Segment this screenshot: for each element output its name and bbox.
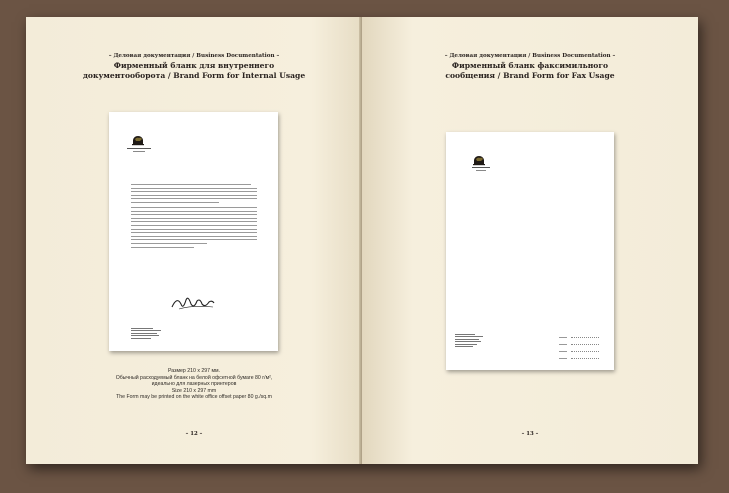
fax-field-row: [559, 353, 599, 360]
right-kicker: – Деловая документация / Business Documentation –: [444, 53, 616, 59]
fax-field-row: [559, 339, 599, 346]
brand-logo-icon: [472, 154, 486, 166]
signature-icon: [169, 292, 217, 314]
fax-field-row: [559, 346, 599, 353]
left-page-number: – 12 –: [185, 431, 203, 437]
fax-fields: [559, 332, 599, 360]
right-title-line-1: Фирменный бланк факсимильного: [451, 61, 609, 70]
letterhead-sample: [109, 112, 278, 351]
right-page-title: [362, 61, 698, 81]
fax-field-row: [559, 332, 599, 339]
caption-line-1: Размер 210 х 297 мм.: [167, 368, 221, 374]
left-title-line-2: документооборота / Brand Form for Internal Usage: [82, 71, 306, 80]
fax-address-block: [455, 332, 483, 349]
book-spread: [26, 17, 698, 464]
left-caption: [26, 368, 362, 401]
right-page-number: – 13 –: [521, 431, 539, 437]
caption-line-5: The Form may be printed on the white office offset paper 80 g./sq.m: [116, 394, 272, 401]
letter-address-block: [131, 326, 161, 340]
left-title-line-1: Фирменный бланк для внутреннего: [113, 61, 275, 70]
right-page: [362, 17, 698, 464]
logo-wordmark-icon: [472, 167, 490, 168]
logo-subline-icon: [133, 151, 145, 152]
caption-line-3: идеально для лазерных принтеров: [151, 381, 237, 388]
brand-logo-icon: [131, 134, 145, 146]
left-kicker: – Деловая документация / Business Documentation –: [108, 53, 280, 59]
left-page: [26, 17, 362, 464]
letter-body-text: [131, 184, 257, 250]
logo-wordmark-icon: [127, 148, 151, 149]
right-title-line-2: сообщения / Brand Form for Fax Usage: [445, 71, 615, 80]
logo-subline-icon: [476, 170, 486, 171]
fax-form-sample: [446, 132, 614, 370]
left-page-title: [26, 61, 362, 81]
caption-line-4: Size 210 х 297 mm: [171, 387, 217, 394]
caption-line-2: Обычный расходуемый бланк на белой офсетной бумаге 80 г/м²,: [115, 374, 273, 381]
